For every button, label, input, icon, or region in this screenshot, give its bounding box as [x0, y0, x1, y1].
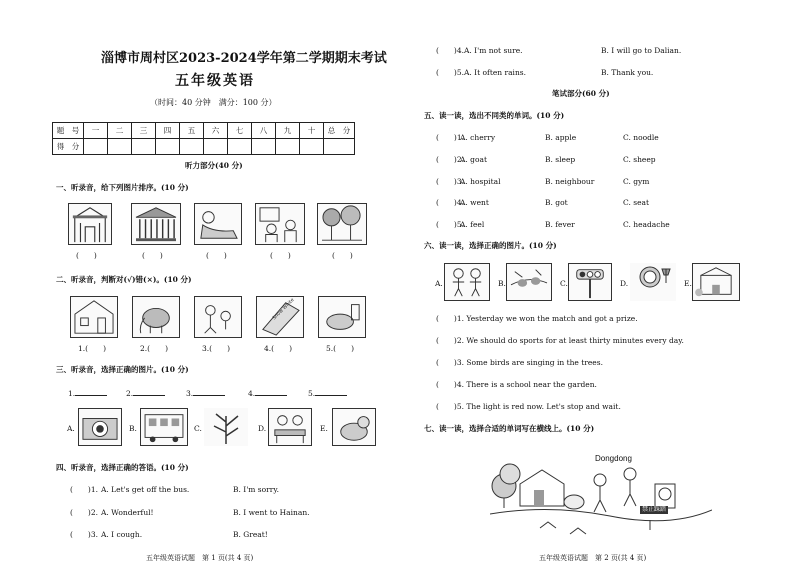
plant-illustration [204, 408, 248, 446]
score-cell: 二 [108, 123, 132, 139]
q3-option-label: C. [194, 424, 202, 433]
exam-title: 淄博市周村区2023-2024学年第二学期期末考试 [101, 51, 387, 66]
q5-item-b: B. got [545, 198, 568, 207]
q3-picture-desk-scene [268, 408, 312, 446]
q6-picture-traffic-light [568, 263, 612, 301]
answer-line [133, 388, 165, 396]
q3-blank-num: 2. [126, 389, 134, 398]
score-cell: 题 号 [53, 123, 84, 139]
q5-item-c: C. headache [623, 220, 670, 229]
q4-item-b: B. I'm sorry. [233, 485, 279, 494]
camera-illustration [79, 409, 121, 445]
q3-blank-num: 3. [186, 389, 194, 398]
q6-option-label: D. [620, 279, 629, 288]
q1-picture-trees [317, 203, 367, 245]
score-entry[interactable] [252, 139, 276, 155]
q3-blank-num: 4. [248, 389, 256, 398]
q5-item-c: C. noodle [623, 133, 659, 142]
desk-scene-illustration [269, 409, 311, 445]
q5-item-b: B. sleep [545, 155, 576, 164]
q1-mark[interactable]: ( ) [76, 251, 97, 260]
dongdong-label: Dongdong [595, 454, 632, 463]
q6-picture-kids-exercise [444, 263, 490, 301]
q4-item-a: A. I cough. [101, 530, 143, 539]
score-table-header-row [53, 123, 355, 139]
q3-blank[interactable] [126, 388, 165, 398]
score-entry[interactable] [204, 139, 228, 155]
score-cell: 四 [156, 123, 180, 139]
q3-option-label: E. [320, 424, 328, 433]
q2-picture-house [70, 296, 118, 338]
q3-heading: 三、听录音，选择正确的图片。(10 分) [56, 365, 189, 374]
q2-heading: 二、听录音，判断对(√)错(×)。(10 分) [56, 275, 192, 284]
q4-item-b: B. I will go to Dalian. [601, 46, 682, 55]
q2-mark[interactable]: 2.( ) [140, 344, 169, 353]
q6-item[interactable]: ( )3. Some birds are singing in the trees. [436, 358, 603, 367]
bus-illustration [141, 409, 187, 445]
gate-illustration [69, 204, 111, 244]
sick-child-illustration [195, 204, 241, 244]
prize-girl-illustration [630, 263, 676, 301]
q4-item-num[interactable]: ( )4. [436, 46, 465, 55]
exam-subject: 五年级英语 [175, 73, 255, 89]
svg-text:Snow White: Snow White [272, 297, 296, 322]
q1-mark[interactable]: ( ) [332, 251, 353, 260]
answer-line [315, 388, 347, 396]
q1-picture-gate [68, 203, 112, 245]
elephant-illustration [133, 297, 179, 337]
q4-item-b: B. I went to Hainan. [233, 508, 310, 517]
q4-item-num[interactable]: ( )5. [436, 68, 465, 77]
q3-picture-plant [204, 408, 248, 446]
score-entry[interactable] [276, 139, 300, 155]
q3-blank-num: 1. [68, 389, 76, 398]
written-header: 笔试部分(60 分) [552, 89, 610, 98]
score-entry[interactable] [156, 139, 180, 155]
q1-picture-sick-child [194, 203, 242, 245]
q3-option-label: A. [67, 424, 75, 433]
score-cell: 三 [132, 123, 156, 139]
q6-item[interactable]: ( )1. Yesterday we won the match and got a prize. [436, 314, 638, 323]
school-illustration [693, 264, 739, 300]
listening-header: 听力部分(40 分) [185, 161, 243, 170]
q1-heading: 一、听录音，给下列图片排序。(10 分) [56, 183, 189, 192]
score-cell: 总 分 [324, 123, 355, 139]
q5-item-num[interactable]: ( )2. [436, 155, 465, 164]
q6-option-label: E. [684, 279, 692, 288]
q6-item[interactable]: ( )2. We should do sports for at least thirty minutes every day. [436, 336, 684, 345]
classroom-illustration [256, 204, 304, 244]
page-footer: 五年级英语试题 第 1 页(共 4 页) [146, 554, 254, 562]
q4-item-num[interactable]: ( )1. [70, 485, 99, 494]
q1-mark[interactable]: ( ) [142, 251, 163, 260]
exam-info: （时间：40 分钟 满分：100 分） [150, 98, 277, 107]
q2-mark[interactable]: 5.( ) [326, 344, 355, 353]
museum-illustration [132, 204, 180, 244]
q3-picture-bus [140, 408, 188, 446]
answer-line [193, 388, 225, 396]
score-cell: 一 [84, 123, 108, 139]
q5-item-num[interactable]: ( )4. [436, 198, 465, 207]
q6-item[interactable]: ( )5. The light is red now. Let's stop and wait. [436, 402, 621, 411]
q4-item-b: B. Great! [233, 530, 268, 539]
score-cell: 六 [204, 123, 228, 139]
score-cell: 十 [300, 123, 324, 139]
q4-item-a: A. I'm not sure. [464, 46, 523, 55]
q4-item-a: A. It often rains. [464, 68, 527, 77]
q5-item-c: C. gym [623, 177, 650, 186]
q6-option-label: A. [435, 279, 443, 288]
score-table [52, 122, 355, 155]
q5-item-a: A. hospital [460, 177, 501, 186]
q3-option-label: D. [258, 424, 267, 433]
q3-option-label: B. [129, 424, 137, 433]
q5-item-a: A. cherry [460, 133, 496, 142]
q2-picture-book [256, 296, 304, 338]
q4-item-a: A. Let's get off the bus. [101, 485, 190, 494]
q5-item-c: C. sheep [623, 155, 656, 164]
q3-picture-pet [332, 408, 376, 446]
q4-item-b: B. Thank you. [601, 68, 654, 77]
score-cell: 八 [252, 123, 276, 139]
score-entry[interactable] [228, 139, 252, 155]
q3-blank[interactable] [186, 388, 225, 398]
q5-item-num[interactable]: ( )1. [436, 133, 465, 142]
q3-picture-camera [78, 408, 122, 446]
q5-item-b: B. apple [545, 133, 577, 142]
q7-heading: 七、读一读，选择合适的单词写在横线上。(10 分) [424, 424, 595, 433]
q3-blank[interactable] [308, 388, 347, 398]
q5-item-c: C. seat [623, 198, 650, 207]
q5-item-a: A. goat [460, 155, 487, 164]
q5-item-num[interactable]: ( )5. [436, 220, 465, 229]
q6-option-label: B. [498, 279, 506, 288]
book-illustration [257, 297, 303, 337]
q6-picture-school [692, 263, 740, 301]
score-entry[interactable] [132, 139, 156, 155]
trees-illustration [318, 204, 366, 244]
answer-line [255, 388, 287, 396]
score-cell: 九 [276, 123, 300, 139]
no-trampling-sign: 禁止踩踏 [642, 506, 667, 513]
q5-item-a: A. went [460, 198, 489, 207]
q2-mark[interactable]: 1.( ) [78, 344, 107, 353]
score-entry[interactable] [324, 139, 355, 155]
q3-blank-num: 5. [308, 389, 316, 398]
q1-picture-classroom [255, 203, 305, 245]
score-entry[interactable] [180, 139, 204, 155]
q4-heading: 四、听录音，选择正确的答语。(10 分) [56, 463, 189, 472]
q5-item-num[interactable]: ( )3. [436, 177, 465, 186]
q1-mark[interactable]: ( ) [206, 251, 227, 260]
food-illustration [319, 297, 365, 337]
q3-blank[interactable] [68, 388, 107, 398]
q2-picture-food [318, 296, 366, 338]
q2-mark[interactable]: 4.( ) [264, 344, 293, 353]
score-cell: 七 [228, 123, 252, 139]
q2-picture-elephant [132, 296, 180, 338]
birds-illustration [507, 264, 551, 300]
q5-item-a: A. feel [460, 220, 485, 229]
playing-kids-illustration [195, 297, 241, 337]
traffic-light-illustration [569, 264, 611, 300]
q5-item-b: B. neighbour [545, 177, 595, 186]
q4-item-num[interactable]: ( )2. [70, 508, 99, 517]
q6-heading: 六、读一读，选择正确的图片。(10 分) [424, 241, 557, 250]
q5-item-b: B. fever [545, 220, 575, 229]
score-entry[interactable] [300, 139, 324, 155]
page-footer: 五年级英语试题 第 2 页(共 4 页) [539, 554, 647, 562]
answer-line [75, 388, 107, 396]
score-cell: 五 [180, 123, 204, 139]
q6-picture-prize-girl [630, 263, 676, 301]
q6-picture-birds [506, 263, 552, 301]
q2-picture-playing-kids [194, 296, 242, 338]
score-label: 得 分 [53, 139, 84, 155]
q1-picture-museum [131, 203, 181, 245]
q6-option-label: C. [560, 279, 568, 288]
house-illustration [71, 297, 117, 337]
q6-item[interactable]: ( )4. There is a school near the garden. [436, 380, 597, 389]
kids-exercise-illustration [445, 264, 489, 300]
q5-heading: 五、读一读，选出不同类的单词。(10 分) [424, 111, 565, 120]
pet-illustration [333, 409, 375, 445]
q2-mark[interactable]: 3.( ) [202, 344, 231, 353]
q4-item-num[interactable]: ( )3. [70, 530, 99, 539]
q1-mark[interactable]: ( ) [270, 251, 291, 260]
q3-blank[interactable] [248, 388, 287, 398]
score-entry[interactable] [84, 139, 108, 155]
q4-item-a: A. Wonderful! [101, 508, 154, 517]
score-entry[interactable] [108, 139, 132, 155]
score-table-score-row [53, 139, 355, 155]
